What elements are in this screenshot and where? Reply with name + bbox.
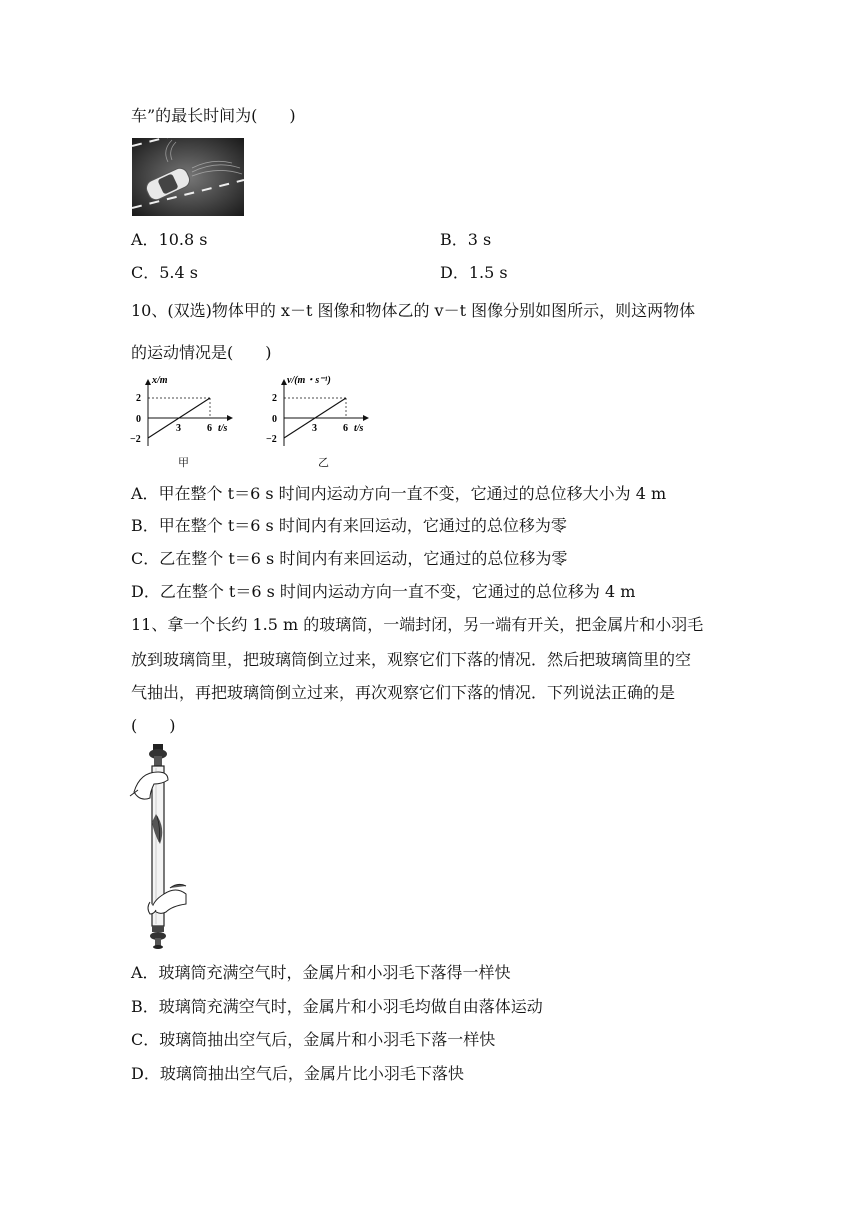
q9-option-d[interactable] bbox=[440, 263, 508, 283]
ylabel-yi: v/(m・s⁻¹) bbox=[287, 375, 331, 386]
q10-stem-line2: 的运动情况是( ) bbox=[131, 343, 272, 362]
option-text: 3 s bbox=[467, 230, 492, 249]
q10-option-d[interactable]: D．乙在整个 t＝6 s 时间内运动方向一直不变，它通过的总位移为 4 m bbox=[131, 582, 636, 601]
option-letter: D． bbox=[440, 263, 469, 282]
y-tick: 0 bbox=[272, 414, 277, 425]
option-text: 10.8 s bbox=[158, 230, 208, 249]
x-tick: 3 bbox=[312, 423, 317, 434]
q9-option-c[interactable] bbox=[131, 263, 198, 283]
option-letter: B． bbox=[440, 230, 468, 249]
q11-stem-line4: ( ) bbox=[131, 716, 176, 735]
q10-stem-line1: 10、(双选)物体甲的 x－t 图像和物体乙的 v－t 图像分别如图所示，则这两物体 bbox=[131, 301, 696, 320]
q11-option-b[interactable]: B．玻璃筒充满空气时，金属片和小羽毛均做自由落体运动 bbox=[131, 997, 543, 1016]
caption-yi: 乙 bbox=[318, 456, 329, 469]
q10-option-b[interactable]: B．甲在整个 t＝6 s 时间内有来回运动，它通过的总位移为零 bbox=[131, 516, 567, 535]
q9-option-b[interactable] bbox=[440, 230, 491, 250]
y-tick: 2 bbox=[136, 393, 141, 404]
option-letter: A． bbox=[131, 230, 159, 249]
q11-stem-line3: 气抽出，再把玻璃筒倒立过来，再次观察它们下落的情况．下列说法正确的是 bbox=[131, 683, 676, 702]
x-tick: 6 bbox=[343, 423, 348, 434]
option-text: 5.4 s bbox=[159, 263, 198, 282]
q11-option-d[interactable]: D．玻璃筒抽出空气后，金属片比小羽毛下落快 bbox=[131, 1064, 464, 1083]
ylabel-jia: x/m bbox=[152, 375, 168, 386]
car-radar-photo bbox=[132, 138, 244, 216]
x-tick: 6 bbox=[207, 423, 212, 434]
q11-option-a[interactable]: A．玻璃筒充满空气时，金属片和小羽毛下落得一样快 bbox=[131, 963, 511, 982]
xlabel-yi: t/s bbox=[354, 423, 364, 434]
xlabel-jia: t/s bbox=[218, 423, 228, 434]
caption-jia: 甲 bbox=[178, 456, 189, 469]
y-tick: −2 bbox=[130, 434, 141, 445]
option-text: 1.5 s bbox=[468, 263, 508, 282]
glass-tube-illustration bbox=[128, 742, 188, 950]
q11-stem-line2: 放到玻璃筒里，把玻璃筒倒立过来，观察它们下落的情况．然后把玻璃筒里的空 bbox=[131, 650, 692, 669]
y-tick: 2 bbox=[272, 393, 277, 404]
q11-stem-line1: 11、拿一个长约 1.5 m 的玻璃筒，一端封闭，另一端有开关，把金属片和小羽毛 bbox=[131, 615, 704, 634]
q9-stem-tail: 车”的最长时间为( ) bbox=[131, 106, 296, 125]
y-tick: −2 bbox=[266, 434, 277, 445]
q9-option-a[interactable] bbox=[131, 230, 207, 250]
q10-option-c[interactable]: C．乙在整个 t＝6 s 时间内有来回运动，它通过的总位移为零 bbox=[131, 549, 568, 568]
option-letter: C． bbox=[131, 263, 160, 282]
x-tick: 3 bbox=[176, 423, 181, 434]
q11-option-c[interactable]: C．玻璃筒抽出空气后，金属片和小羽毛下落一样快 bbox=[131, 1030, 496, 1049]
graph-yi bbox=[266, 374, 376, 450]
q10-option-a[interactable]: A．甲在整个 t＝6 s 时间内运动方向一直不变，它通过的总位移大小为 4 m bbox=[131, 484, 667, 503]
graph-jia bbox=[130, 374, 240, 450]
y-tick: 0 bbox=[136, 414, 141, 425]
